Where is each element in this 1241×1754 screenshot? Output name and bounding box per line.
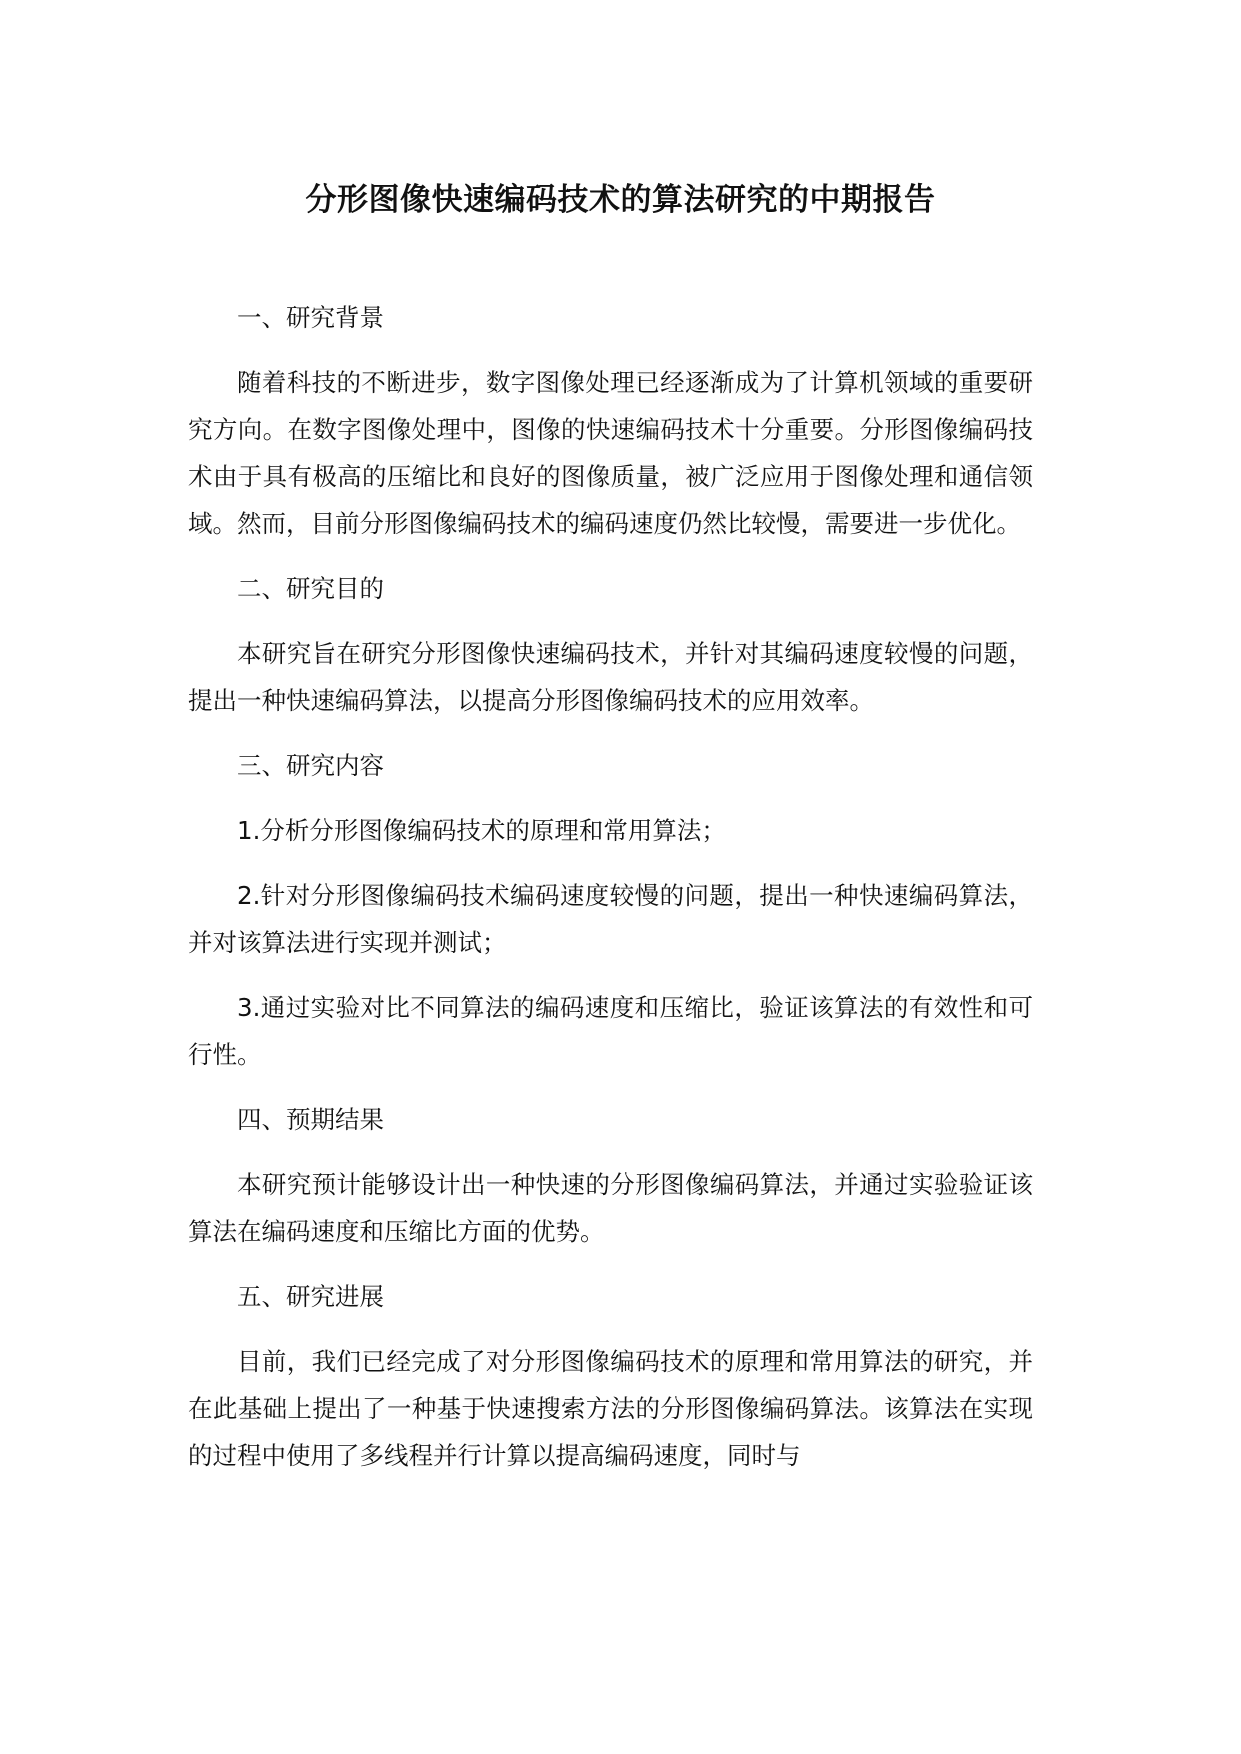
section-paragraph: 本研究旨在研究分形图像快速编码技术，并针对其编码速度较慢的问题，提出一种快速编码算法，以提高分形图像编码技术的应用效率。 [188, 639, 1033, 715]
section-heading-content: 三、研究内容 [237, 751, 384, 780]
section-heading-progress: 五、研究进展 [237, 1282, 384, 1311]
section-heading-expected-results: 四、预期结果 [237, 1105, 384, 1134]
section-heading-purpose: 二、研究目的 [237, 574, 384, 603]
list-item: 2.针对分形图像编码技术编码速度较慢的问题，提出一种快速编码算法，并对该算法进行实现并测试； [188, 881, 1033, 957]
section-paragraph: 随着科技的不断进步，数字图像处理已经逐渐成为了计算机领域的重要研究方向。在数字图像处理中，图像的快速编码技术十分重要。分形图像编码技术由于具有极高的压缩比和良好的图像质量，被广泛应用于图像处理和通信领域。然而，目前分形图像编码技术的编码速度仍然比较慢，需要进一步优化。 [188, 368, 1033, 538]
section-paragraph: 本研究预计能够设计出一种快速的分形图像编码算法，并通过实验验证该算法在编码速度和压缩比方面的优势。 [188, 1170, 1033, 1246]
section-paragraph: 目前，我们已经完成了对分形图像编码技术的原理和常用算法的研究，并在此基础上提出了一种基于快速搜索方法的分形图像编码算法。该算法在实现的过程中使用了多线程并行计算以提高编码速度，同时与 [188, 1347, 1033, 1470]
list-item: 1.分析分形图像编码技术的原理和常用算法； [237, 816, 726, 845]
document-body [188, 294, 1033, 1497]
section-heading-background: 一、研究背景 [237, 303, 384, 332]
list-item: 3.通过实验对比不同算法的编码速度和压缩比，验证该算法的有效性和可行性。 [188, 993, 1033, 1069]
page-title: 分形图像快速编码技术的算法研究的中期报告 [305, 182, 936, 218]
